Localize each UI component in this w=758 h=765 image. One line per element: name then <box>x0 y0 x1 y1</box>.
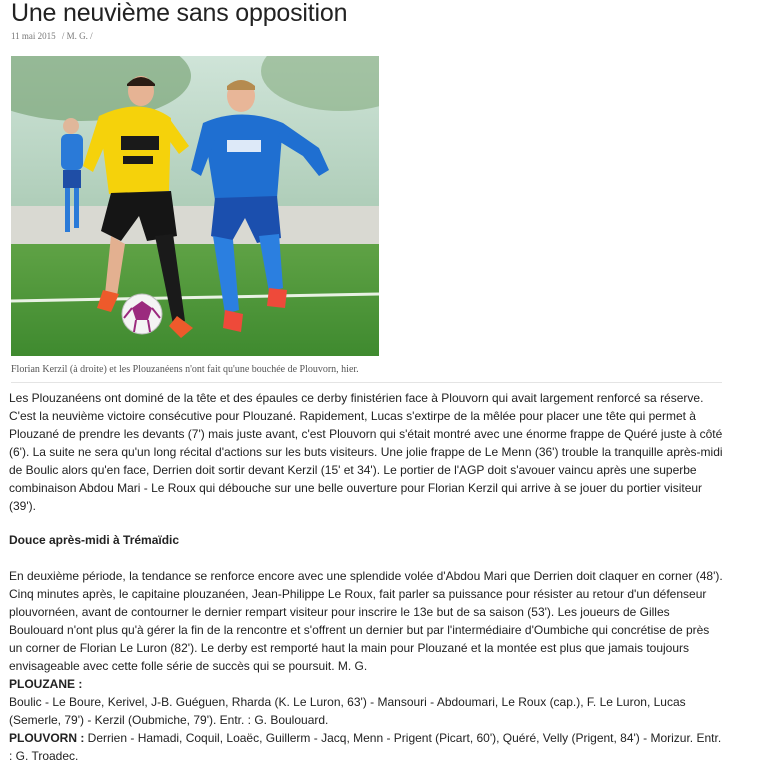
article-author: / M. G. / <box>61 31 93 41</box>
lineup-team-name: PLOUVORN : <box>9 731 85 745</box>
lineup-team-name: PLOUZANE : <box>9 677 83 691</box>
lineup-line <box>9 729 725 765</box>
section-subheading: Douce après-midi à Trémaïdic <box>9 533 180 547</box>
divider <box>11 382 722 383</box>
lineup-players: Derrien - Hamadi, Coquil, Loaëc, Guillerm - Jacq, Menn - Prigent (Picart, 60'), Quéré, Velly (Prigent, 84') - Morizur. Entr. : G. Troadec. <box>9 731 722 763</box>
lineup-players: Boulic - Le Boure, Kerivel, J-B. Guéguen, Rharda (K. Le Luron, 63') - Mansouri - Abdoumari, Le Roux (cap.), F. Le Luron, Lucas (Semerle, 79') - Kerzil (Oubmiche, 79'). Entr. : G. Boulouard. <box>9 695 686 727</box>
article-body <box>9 389 725 765</box>
photo-caption: Florian Kerzil (à droite) et les Plouzanéens n'ont fait qu'une bouchée de Plouvorn, hier. <box>11 364 359 375</box>
article-meta <box>11 31 97 41</box>
football <box>122 294 162 334</box>
paragraph: En deuxième période, la tendance se renforce encore avec une splendide volée d'Abdou Mari que Derrien doit claquer en corner (48'). Cinq minutes après, le capitaine plouzanéen, Jean-Philippe Le Roux, fait parler sa puissance pour résister au retour d'un défenseur plouvornéen, avant de contourner le dernier rempart visiteur pour inscrire le 13e but de sa saison (53'). Les joueurs de Gilles Boulouard n'ont plus qu'à gérer la fin de la rencontre et s'offrent un dernier but par l'intermédiaire d'Oumbiche qui concrétise de près un corner de Florian Le Luron (82'). Le derby est remporté haut la main pour Plouzané et la montée est plus que jamais toujours envisageable avec cette folle série de succès qui se poursuit. M. G. <box>9 569 723 673</box>
match-photo <box>11 56 379 356</box>
paragraph: Les Plouzanéens ont dominé de la tête et des épaules ce derby finistérien face à Plouvorn qui avait largement renforcé sa réserve. C'est la neuvième victoire consécutive pour Plouzané. Rapidement, Lucas s'extirpe de la mêlée pour placer une tête qui permet à Plouzané de prendre les devants (7') mais juste avant, c'est Plouvorn qui s'était montré avec une énorme frappe de Quéré juste à côté (6'). La suite ne sera qu'un long récital d'actions sur les buts visiteurs. Une jolie frappe de Le Menn (36') trouble la tranquille après-midi de Boulic alors qu'en face, Derrien doit sortir devant Kerzil (15' et 34'). Le portier de l'AGP doit s'avouer vaincu après une superbe combinaison Abdou Mari - Le Roux qui débouche sur une belle ouverture pour Florian Kerzil qui arrive à se jouer du portier visiteur (39'). <box>9 391 723 513</box>
article-date: 11 mai 2015 <box>11 31 56 41</box>
article-title: Une neuvième sans opposition <box>11 0 348 27</box>
